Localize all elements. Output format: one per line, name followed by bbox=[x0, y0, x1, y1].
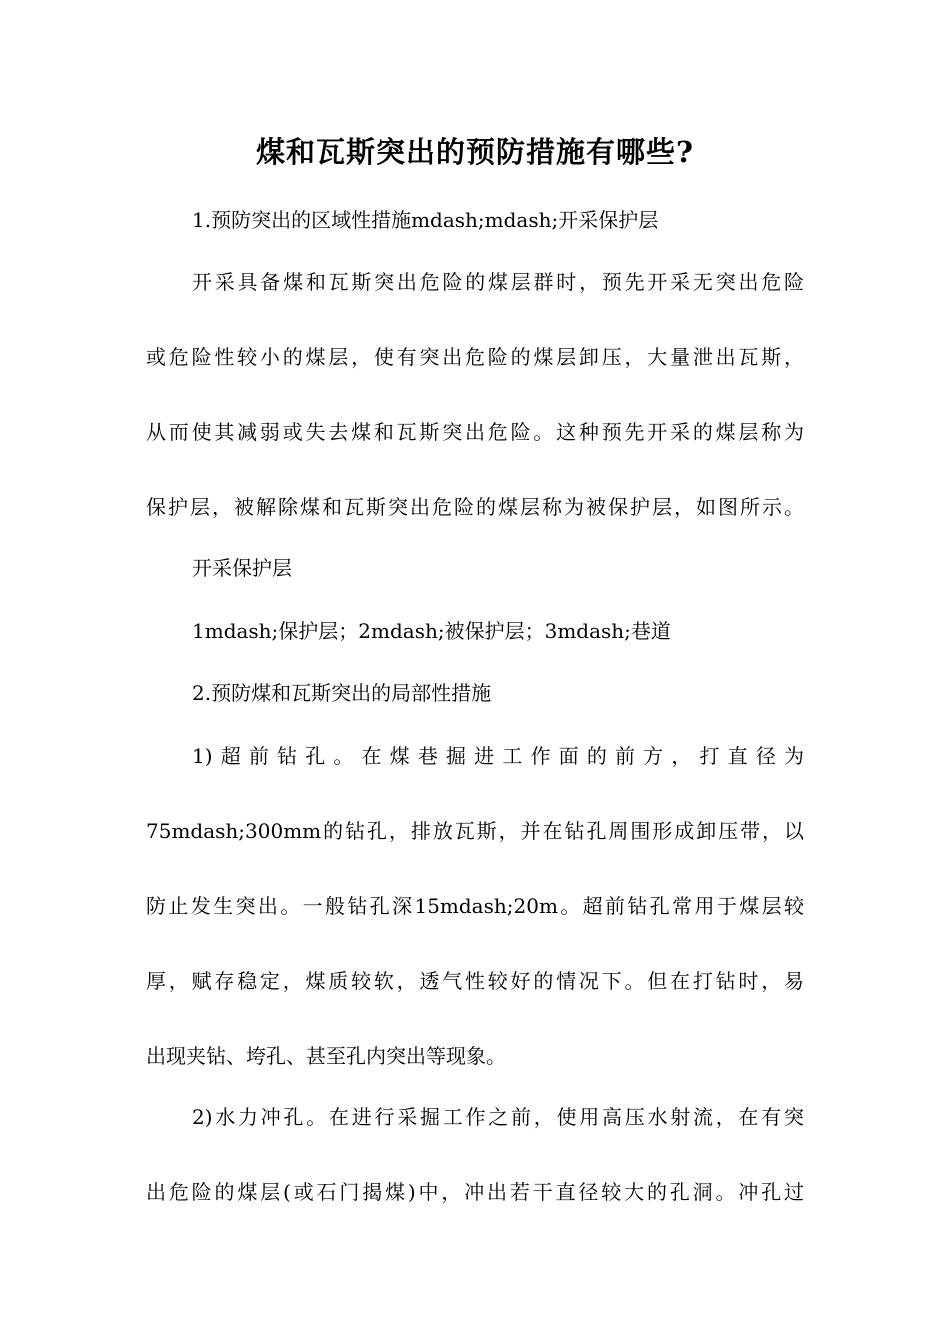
paragraph-line: 出危险的煤层(或石门揭煤)中，冲出若干直径较大的孔洞。冲孔过 bbox=[146, 1180, 804, 1204]
section-heading-1: 1.预防突出的区域性措施mdash;mdash;开采保护层 bbox=[192, 208, 659, 232]
section-heading-2: 2.预防煤和瓦斯突出的局部性措施 bbox=[192, 681, 492, 705]
paragraph-line: 厚，赋存稳定，煤质较软，透气性较好的情况下。但在打钻时，易 bbox=[146, 969, 804, 993]
paragraph-line: 2)水力冲孔。在进行采掘工作之前，使用高压水射流，在有突 bbox=[192, 1105, 804, 1129]
paragraph-line: 开采具备煤和瓦斯突出危险的煤层群时，预先开采无突出危险 bbox=[192, 270, 804, 294]
paragraph-line: 保护层，被解除煤和瓦斯突出危险的煤层称为被保护层，如图所示。 bbox=[146, 495, 804, 519]
paragraph-line: 出现夹钻、垮孔、甚至孔内突出等现象。 bbox=[146, 1044, 506, 1068]
paragraph-line: 75mdash;300mm的钻孔，排放瓦斯，并在钻孔周围形成卸压带，以 bbox=[146, 819, 804, 843]
paragraph-line: 防止发生突出。一般钻孔深15mdash;20m。超前钻孔常用于煤层较 bbox=[146, 894, 804, 918]
figure-legend: 1mdash;保护层；2mdash;被保护层；3mdash;巷道 bbox=[192, 619, 671, 643]
figure-caption: 开采保护层 bbox=[192, 556, 292, 580]
paragraph-line: 1)超前钻孔。在煤巷掘进工作面的前方，打直径为 bbox=[192, 744, 804, 768]
document-title: 煤和瓦斯突出的预防措施有哪些? bbox=[256, 135, 694, 169]
paragraph-line: 从而使其减弱或失去煤和瓦斯突出危险。这种预先开采的煤层称为 bbox=[146, 420, 804, 444]
paragraph-line: 或危险性较小的煤层，使有突出危险的煤层卸压，大量泄出瓦斯， bbox=[146, 345, 804, 369]
